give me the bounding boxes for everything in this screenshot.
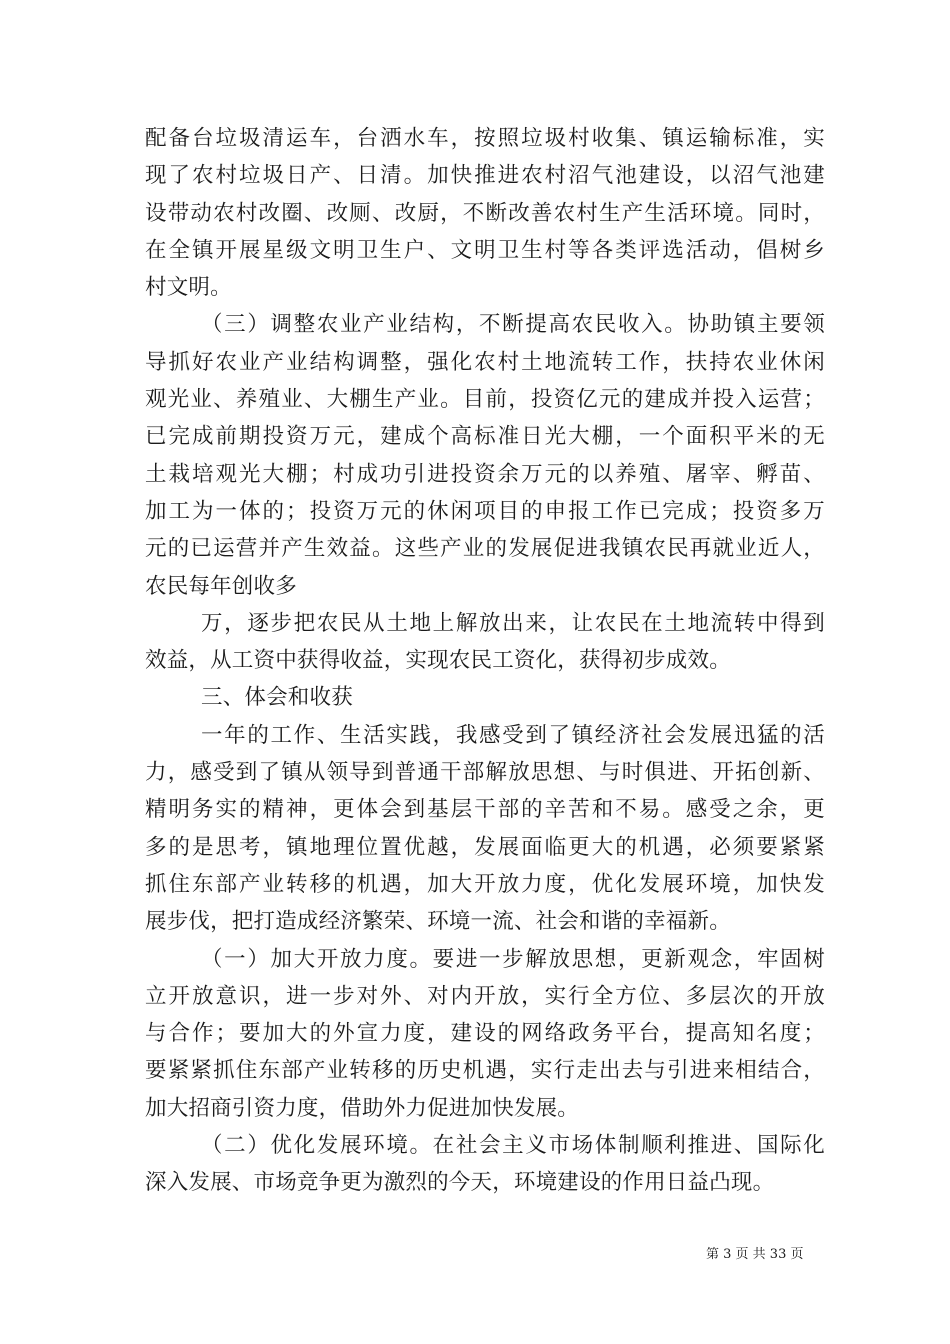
body-text bbox=[145, 120, 825, 1202]
text-line: 已完成前期投资万元，建成个高标准日光大棚，一个面积平米的无 bbox=[145, 424, 825, 450]
text-line: 元的已运营并产生效益。这些产业的发展促进我镇农民再就业近人， bbox=[145, 536, 825, 562]
text-line: 多的是思考，镇地理位置优越，发展面临更大的机遇，必须要紧紧 bbox=[145, 834, 825, 860]
text-line: 加工为一体的；投资万元的休闲项目的申报工作已完成；投资多万 bbox=[145, 498, 825, 524]
text-line: 抓住东部产业转移的机遇，加大开放力度，优化发展环境，加快发 bbox=[145, 871, 825, 897]
page-number: 第 3 页 共 33 页 bbox=[706, 1247, 804, 1262]
text-line: 设带动农村改圈、改厕、改厨，不断改善农村生产生活环境。同时， bbox=[145, 200, 825, 226]
text-line: 农民每年创收多 bbox=[145, 573, 297, 599]
text-line: （一）加大开放力度。要进一步解放思想，更新观念，牢固树 bbox=[201, 946, 825, 972]
text-line: 一年的工作、生活实践，我感受到了镇经济社会发展迅猛的活 bbox=[201, 722, 825, 748]
text-line: 与合作；要加大的外宣力度，建设的网络政务平台，提高知名度； bbox=[145, 1021, 825, 1047]
text-line: 在全镇开展星级文明卫生户、文明卫生村等各类评选活动，倡树乡 bbox=[145, 237, 825, 263]
text-line: （二）优化发展环境。在社会主义市场体制顺利推进、国际化 bbox=[201, 1133, 825, 1159]
text-line: 加大招商引资力度，借助外力促进加快发展。 bbox=[145, 1095, 580, 1121]
text-line: 精明务实的精神，更体会到基层干部的辛苦和不易。感受之余，更 bbox=[145, 797, 825, 823]
text-line: 三、体会和收获 bbox=[201, 685, 353, 711]
text-line: 土栽培观光大棚；村成功引进投资余万元的以养殖、屠宰、孵苗、 bbox=[145, 461, 825, 487]
text-line: 立开放意识，进一步对外、对内开放，实行全方位、多层次的开放 bbox=[145, 983, 825, 1009]
text-line: 现了农村垃圾日产、日清。加快推进农村沼气池建设，以沼气池建 bbox=[145, 163, 825, 189]
text-line: （三）调整农业产业结构，不断提高农民收入。协助镇主要领 bbox=[201, 312, 825, 338]
text-line: 深入发展、市场竞争更为激烈的今天，环境建设的作用日益凸现。 bbox=[145, 1170, 775, 1196]
text-line: 村文明。 bbox=[145, 275, 232, 301]
text-line: 配备台垃圾清运车，台洒水车，按照垃圾村收集、镇运输标准，实 bbox=[145, 126, 825, 151]
text-line: 观光业、养殖业、大棚生产业。目前，投资亿元的建成并投入运营； bbox=[145, 387, 825, 413]
text-line: 效益，从工资中获得收益，实现农民工资化，获得初步成效。 bbox=[145, 648, 731, 674]
text-line: 力，感受到了镇从领导到普通干部解放思想、与时俱进、开拓创新、 bbox=[145, 760, 825, 786]
text-line: 导抓好农业产业结构调整，强化农村土地流转工作，扶持农业休闲 bbox=[145, 349, 825, 375]
text-line: 展步伐，把打造成经济繁荣、环境一流、社会和谐的幸福新。 bbox=[145, 909, 731, 935]
text-line: 要紧紧抓住东部产业转移的历史机遇，实行走出去与引进来相结合， bbox=[145, 1058, 825, 1084]
text-line: 万，逐步把农民从土地上解放出来，让农民在土地流转中得到 bbox=[201, 610, 825, 636]
